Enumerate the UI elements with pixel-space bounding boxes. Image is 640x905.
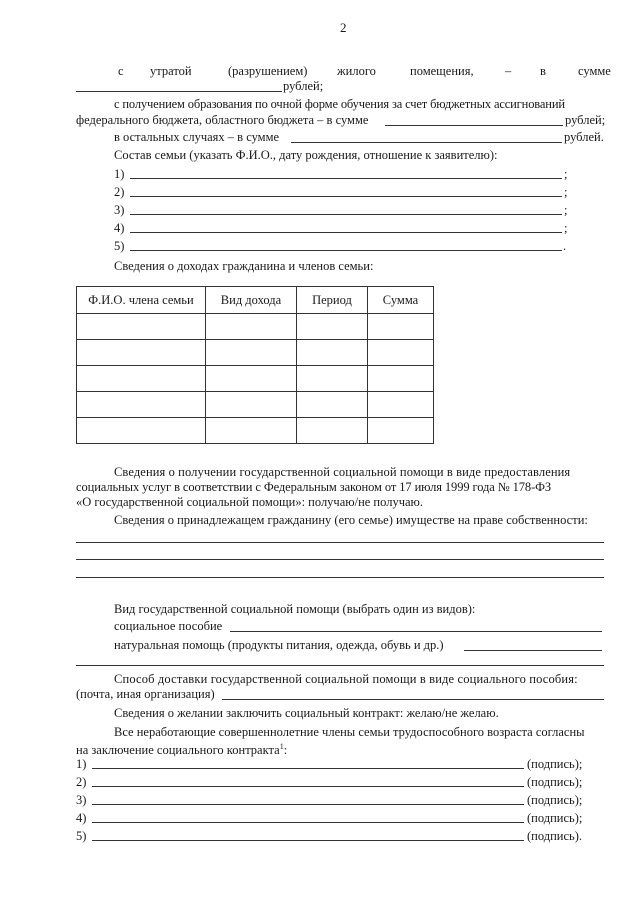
consent-signature-field[interactable] — [92, 840, 524, 841]
loss-word: в — [540, 64, 546, 78]
table-row — [77, 392, 434, 418]
family-item-number: 4) — [114, 221, 125, 235]
loss-word: сумме — [578, 64, 611, 78]
table-row — [77, 418, 434, 444]
aid-in-kind-field-2[interactable] — [76, 665, 604, 666]
loss-word: – — [505, 64, 512, 78]
family-member-field[interactable] — [130, 214, 562, 215]
table-cell[interactable] — [206, 418, 297, 444]
loss-word: жилого — [337, 64, 376, 78]
table-cell[interactable] — [77, 366, 206, 392]
table-cell[interactable] — [206, 392, 297, 418]
consent-signature-field[interactable] — [92, 786, 524, 787]
loss-word: (разрушением) — [228, 64, 308, 78]
consent-item-number: 4) — [76, 811, 87, 825]
table-cell[interactable] — [206, 314, 297, 340]
table-cell[interactable] — [77, 392, 206, 418]
consent-line-1: Все неработающие совершеннолетние члены семьи трудоспособного возраста согласны — [114, 725, 585, 739]
table-row — [77, 366, 434, 392]
other-cases-text: в остальных случаях – в сумме — [114, 130, 280, 144]
column-header: Сумма — [368, 287, 434, 314]
family-item-end: ; — [564, 203, 568, 217]
consent-item-number: 2) — [76, 775, 87, 789]
state-aid-line-1: Сведения о получении государственной социальной помощи в виде предоставления — [114, 465, 571, 479]
table-cell[interactable] — [368, 418, 434, 444]
table-cell[interactable] — [368, 392, 434, 418]
table-cell[interactable] — [77, 340, 206, 366]
loss-currency: рублей; — [283, 79, 324, 93]
family-member-field[interactable] — [130, 196, 562, 197]
column-header: Период — [297, 287, 368, 314]
education-amount-field[interactable] — [385, 125, 563, 126]
consent-signature-field[interactable] — [92, 822, 524, 823]
family-item-end: . — [563, 239, 567, 253]
table-cell[interactable] — [77, 314, 206, 340]
loss-word: с — [118, 64, 124, 78]
state-aid-line-2: социальных услуг в соответствии с Федеральным законом от 17 июля 1999 года № 178-ФЗ — [76, 480, 552, 494]
table-cell[interactable] — [297, 418, 368, 444]
consent-item-number: 1) — [76, 757, 87, 771]
signature-label: (подпись); — [527, 757, 583, 771]
loss-amount-field[interactable] — [76, 91, 282, 92]
consent-signature-field[interactable] — [92, 804, 524, 805]
table-cell[interactable] — [297, 366, 368, 392]
income-heading: Сведения о доходах гражданина и членов семьи: — [114, 259, 374, 273]
family-member-field[interactable] — [130, 178, 562, 179]
property-field[interactable] — [76, 559, 604, 560]
aid-option-allowance: социальное пособие — [114, 619, 223, 633]
signature-label: (подпись). — [527, 829, 583, 843]
consent-signature-field[interactable] — [92, 768, 524, 769]
table-cell[interactable] — [368, 366, 434, 392]
education-line-2: федерального бюджета, областного бюджета – в сумме — [76, 113, 369, 127]
table-header-row — [77, 287, 434, 314]
loss-word: помещения, — [410, 64, 474, 78]
column-header: Ф.И.О. члена семьи — [77, 287, 206, 314]
consent-item-number: 5) — [76, 829, 87, 843]
family-item-end: ; — [564, 221, 568, 235]
property-field[interactable] — [76, 542, 604, 543]
income-table — [76, 286, 434, 444]
table-cell[interactable] — [77, 418, 206, 444]
loss-word: утратой — [150, 64, 192, 78]
education-line-1: с получением образования по очной форме обучения за счет бюджетных ассигнований — [114, 97, 565, 111]
aid-in-kind-field[interactable] — [464, 650, 602, 651]
signature-label: (подпись); — [527, 793, 583, 807]
aid-allowance-field[interactable] — [230, 631, 602, 632]
footnote-mark: 1 — [279, 742, 284, 751]
table-cell[interactable] — [297, 340, 368, 366]
property-field[interactable] — [76, 577, 604, 578]
other-currency: рублей. — [564, 130, 604, 144]
table-row — [77, 340, 434, 366]
consent-item-number: 3) — [76, 793, 87, 807]
contract-wish: Сведения о желании заключить социальный контракт: желаю/не желаю. — [114, 706, 499, 720]
aid-option-in-kind: натуральная помощь (продукты питания, одежда, обувь и др.) — [114, 638, 444, 652]
column-header: Вид дохода — [206, 287, 297, 314]
state-aid-line-3: «О государственной социальной помощи»: получаю/не получаю. — [76, 495, 423, 509]
education-currency: рублей; — [565, 113, 606, 127]
family-member-field[interactable] — [130, 250, 562, 251]
family-item-number: 3) — [114, 203, 125, 217]
family-item-end: ; — [564, 185, 568, 199]
delivery-line-1: Способ доставки государственной социальной помощи в виде социального пособия: — [114, 672, 578, 686]
signature-label: (подпись); — [527, 775, 583, 789]
family-item-number: 1) — [114, 167, 125, 181]
table-cell[interactable] — [297, 392, 368, 418]
family-item-end: ; — [564, 167, 568, 181]
family-item-number: 5) — [114, 239, 125, 253]
table-row — [77, 314, 434, 340]
family-heading: Состав семьи (указать Ф.И.О., дату рождения, отношение к заявителю): — [114, 148, 498, 162]
table-cell[interactable] — [206, 366, 297, 392]
other-amount-field[interactable] — [291, 142, 562, 143]
table-cell[interactable] — [206, 340, 297, 366]
family-item-number: 2) — [114, 185, 125, 199]
table-cell[interactable] — [297, 314, 368, 340]
delivery-line-2: (почта, иная организация) — [76, 687, 215, 701]
delivery-field[interactable] — [222, 699, 604, 700]
aid-type-heading: Вид государственной социальной помощи (выбрать один из видов): — [114, 602, 476, 616]
property-heading: Сведения о принадлежащем гражданину (его семье) имуществе на праве собственности: — [114, 513, 588, 527]
page-number: 2 — [340, 20, 347, 35]
table-cell[interactable] — [368, 314, 434, 340]
family-member-field[interactable] — [130, 232, 562, 233]
consent-line-2: на заключение социального контракта$^1$: — [76, 742, 288, 758]
signature-label: (подпись); — [527, 811, 583, 825]
table-cell[interactable] — [368, 340, 434, 366]
